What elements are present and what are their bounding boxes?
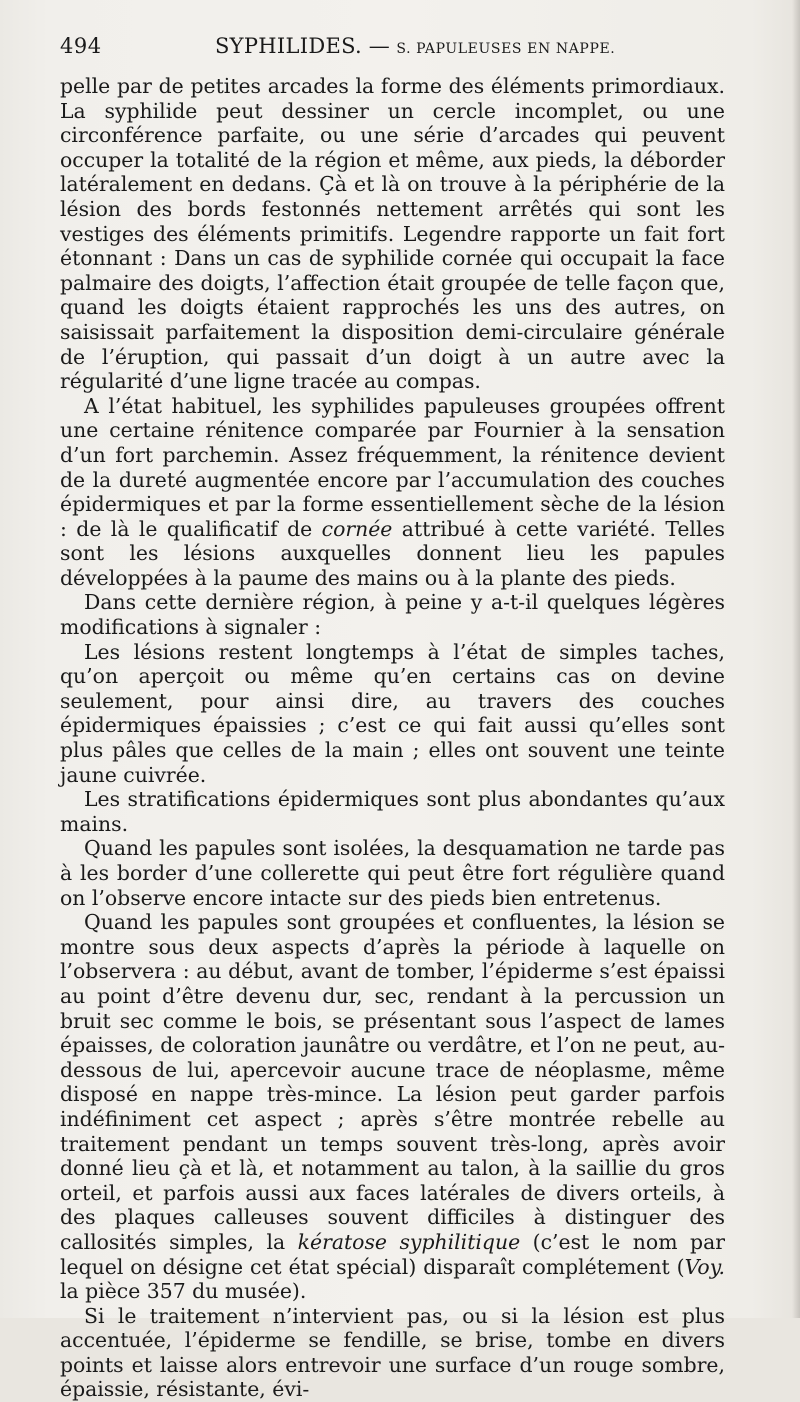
text-run: Dans cette dernière région, à peine y a-t-il quelques légères modifications à signaler : (60, 590, 725, 640)
chapter-title: SYPHILIDES. (215, 34, 363, 58)
running-title (215, 34, 615, 58)
text-run: la pièce 357 du musée). (60, 1279, 307, 1304)
text-run: Quand les papules sont groupées et confluentes, la lésion se montre sous deux aspects d’après la période à laquelle on l’observera : au début, avant de tomber, l’épiderme s’est épaissi au point d’être devenu dur, sec, rendant à la percussion un bruit sec comme le bois, se présentant sous l’aspect de lames épaisses, de coloration jaunâtre ou verdâtre, et l’on ne peut, au-dessous de lui, apercevoir aucune trace de néoplasme, même disposé en nappe très-mince. La lésion peut garder parfois indéfiniment cet aspect ; après s’être montrée rebelle au traitement pendant un temps souvent très-long, après avoir donné lieu çà et là, et notamment au talon, à la saillie du gros orteil, et parfois aussi aux faces latérales de divers orteils, à des plaques calleuses souvent difficiles à distinguer des callosités simples, la (60, 910, 725, 1254)
paragraph (60, 640, 725, 788)
text-run: A l’état habituel, les syphilides papuleuses groupées offrent une certaine rénitence comparée par Fournier à la sensation d’un fort parchemin. Assez fréquemment, la rénitence devient de la dureté augmentée encore par l’accumulation des couches épidermiques et par la forme essentiellement sèche de la lésion : de là le qualificatif de (60, 393, 725, 541)
section-title: S. PAPULEUSES EN NAPPE. (396, 41, 616, 57)
page-number: 494 (60, 34, 102, 58)
paragraph (60, 787, 725, 836)
paragraph (60, 394, 725, 591)
paragraph (60, 590, 725, 639)
text-run: Si le traitement n’intervient pas, ou si la lésion est plus accentuée, l’épiderme se fendille, se brise, tombe en divers points et laisse alors entrevoir une surface d’un rouge sombre, épaissie, résistante, évi- (60, 1303, 725, 1402)
italic-text: cornée (321, 516, 393, 541)
paragraph (60, 910, 725, 1304)
italic-text: Voy. (684, 1254, 725, 1279)
text-run: Quand les papules sont isolées, la desquamation ne tarde pas à les border d’une collerette qui peut être fort régulière quand on l’observe encore intacte sur des pieds bien entretenus. (60, 836, 725, 910)
text-run: Les lésions restent longtemps à l’état de simples taches, qu’on aperçoit ou même qu’en certains cas on devine seulement, pour ainsi dire, au travers des couches épidermiques épaissies ; c’est ce qui fait aussi qu’elles sont plus pâles que celles de la main ; elles ont souvent une teinte jaune cuivrée. (60, 639, 725, 787)
text-run: Les stratifications épidermiques sont plus abondantes qu’aux mains. (60, 787, 725, 836)
page-edge-shadow (792, 0, 800, 1318)
text-run: attribué à cette variété. Telles sont les lésions auxquelles donnent lieu les papules développées à la paume des mains ou à la plante des pieds. (60, 516, 725, 590)
title-separator: — (362, 34, 397, 58)
text-run: pelle par de petites arcades la forme des éléments primordiaux. La syphilide peut dessiner un cercle incomplet, ou une circonférence parfaite, ou une série d’arcades qui peuvent occuper la totalité de la région et même, aux pieds, la déborder latéralement en dedans. Çà et là on trouve à la périphérie de la lésion des bords festonnés nettement arrêtés qui sont les vestiges des éléments primitifs. Legendre rapporte un fait fort étonnant : Dans un cas de syphilide cornée qui occupait la face palmaire des doigts, l’affection était groupée de telle façon que, quand les doigts étaient rapprochés les uns des autres, on saisissait parfaitement la disposition demi-circulaire générale de l’éruption, qui passait d’un doigt à un autre avec la régularité d’une ligne tracée au compas. (60, 74, 725, 394)
italic-text: kératose syphilitique (297, 1229, 521, 1254)
paragraph (60, 74, 725, 394)
running-header (60, 34, 740, 64)
paragraph (60, 836, 725, 910)
paragraph (60, 1304, 725, 1402)
text-run: (c’est le nom par lequel on désigne cet état spécial) disparaît complétement ( (60, 1229, 725, 1279)
body-text (60, 74, 725, 1402)
